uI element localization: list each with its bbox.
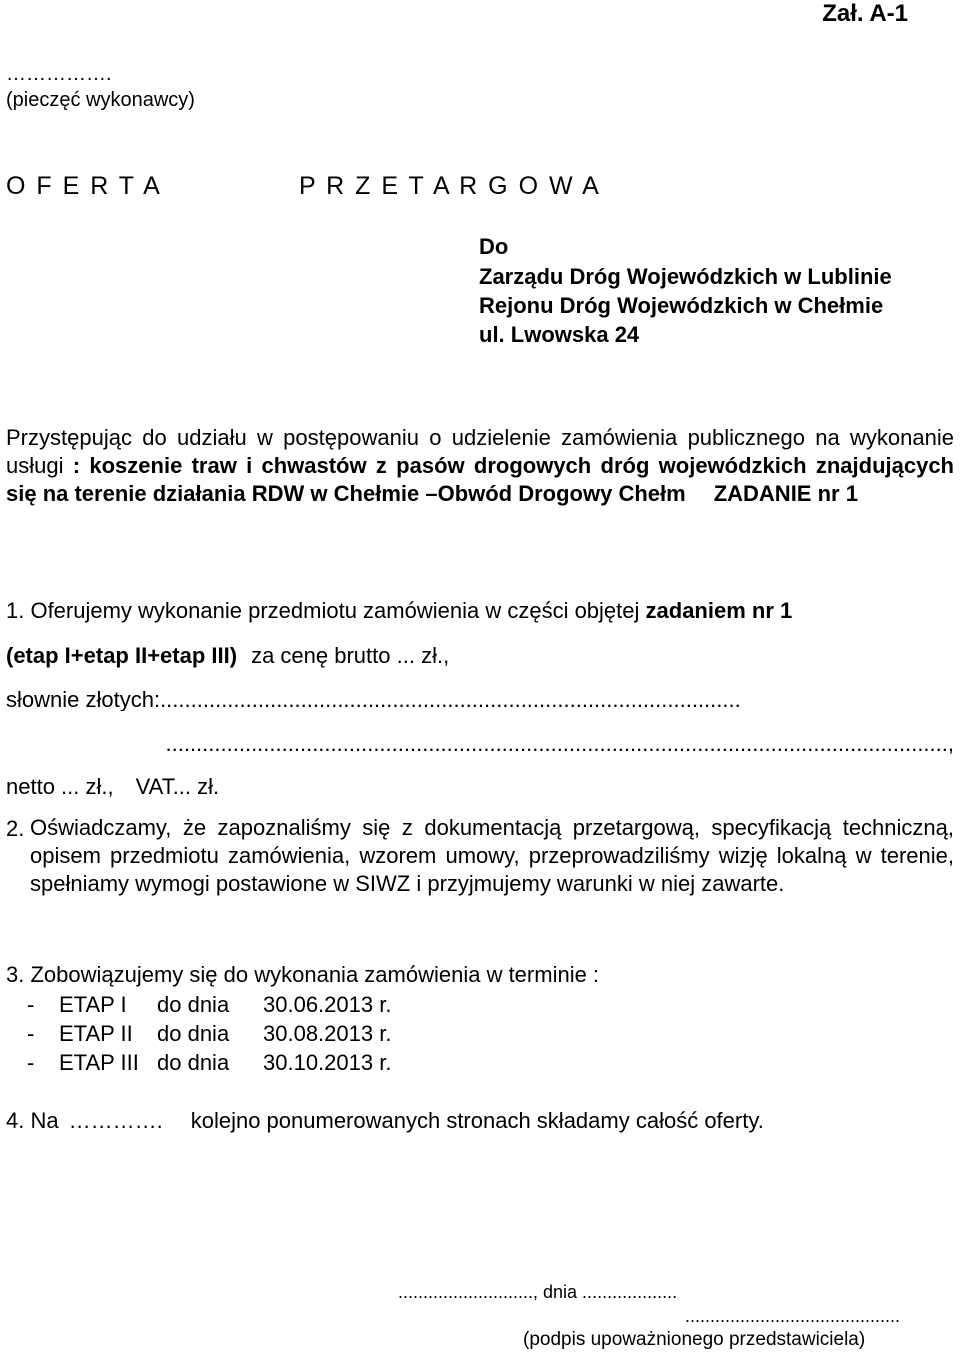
recipient-line-1: Do <box>479 234 509 259</box>
item1-line <box>6 600 792 622</box>
attachment-label: Zał. A-1 <box>822 0 908 27</box>
stage-dash: - <box>27 992 35 1017</box>
stage-label: do dnia <box>157 992 230 1017</box>
intro-subject: : koszenie traw i chwastów z pasów drogowych dróg wojewódzkich znajdujących się na terenie działania RDW w Chełmie –Obwód Drogowy Chełm <box>6 453 954 506</box>
signature-label: (podpis upoważnionego przedstawiciela) <box>523 1329 866 1350</box>
title-part-tender: P R Z E T A R G O W A <box>299 172 601 200</box>
intro-text: Przystępując do udziału w postępowaniu o udzielenie zamówienia publicznego na wykonanie usługi <box>6 425 954 478</box>
intro-paragraph <box>6 424 954 508</box>
item1-vat: VAT... zł. <box>135 774 220 799</box>
stage-row-2 <box>27 1021 392 1046</box>
item4-prefix: 4. Na <box>6 1108 59 1133</box>
stage-name: ETAP I <box>59 992 127 1017</box>
place-date-line: ..........................., dnia ................... <box>398 1282 678 1302</box>
stage-name: ETAP III <box>59 1050 139 1075</box>
stage-row-1 <box>27 992 392 1017</box>
stamp-label: (pieczęć wykonawcy) <box>6 89 195 111</box>
item1-net-vat-line <box>6 776 219 798</box>
stage-row-3 <box>27 1050 392 1075</box>
item1-words-continuation: ................................................................................................................................, <box>165 733 954 755</box>
stage-label: do dnia <box>157 1021 230 1046</box>
stamp-dots: ……………. <box>6 63 112 85</box>
item2-paragraph: Oświadczamy, że zapoznaliśmy się z dokumentacją przetargową, specyfikacją techniczną, opisem przedmiotu zamówienia, wzorem umowy, przeprowadziliśmy wizję lokalną w terenie, spełniamy wymogi postawione w SIWZ i przyjmujemy warunki w niej zawarte. <box>30 815 954 896</box>
title-part-offer: O F E R T A <box>6 172 162 200</box>
item1-price-line <box>6 645 449 667</box>
item4-text: kolejno ponumerowanych stronach składamy całość oferty. <box>190 1108 764 1133</box>
stage-dash: - <box>27 1021 35 1046</box>
item3-heading: 3. Zobowiązujemy się do wykonania zamówienia w terminie : <box>6 962 600 987</box>
stage-name: ETAP II <box>59 1021 133 1046</box>
item4-dots: …………. <box>68 1108 163 1133</box>
stage-date: 30.10.2013 r. <box>263 1050 392 1075</box>
item4-line <box>6 1110 764 1132</box>
item2-number: 2. <box>6 816 25 841</box>
intro-task: ZADANIE nr 1 <box>713 481 858 506</box>
stage-date: 30.06.2013 r. <box>263 992 392 1017</box>
item1-net: netto ... zł., <box>6 774 114 799</box>
item1-stages: (etap I+etap II+etap III) <box>6 643 238 668</box>
item1-task-ref: zadaniem nr 1 <box>645 598 793 623</box>
stage-dash: - <box>27 1050 35 1075</box>
item1-gross-price: za cenę brutto ... zł., <box>251 643 450 668</box>
item1-words-line: słownie złotych:............................................................................................... <box>6 689 741 711</box>
item1-text: 1. Oferujemy wykonanie przedmiotu zamówienia w części objętej <box>6 598 646 623</box>
stage-date: 30.08.2013 r. <box>263 1021 392 1046</box>
recipient-line-2: Zarządu Dróg Wojewódzkich w Lublinie <box>479 264 892 289</box>
stage-label: do dnia <box>157 1050 230 1075</box>
recipient-line-3: Rejonu Dróg Wojewódzkich w Chełmie <box>479 293 884 318</box>
signature-dots: ........................................... <box>684 1307 900 1325</box>
recipient-line-4: ul. Lwowska 24 <box>479 322 640 347</box>
